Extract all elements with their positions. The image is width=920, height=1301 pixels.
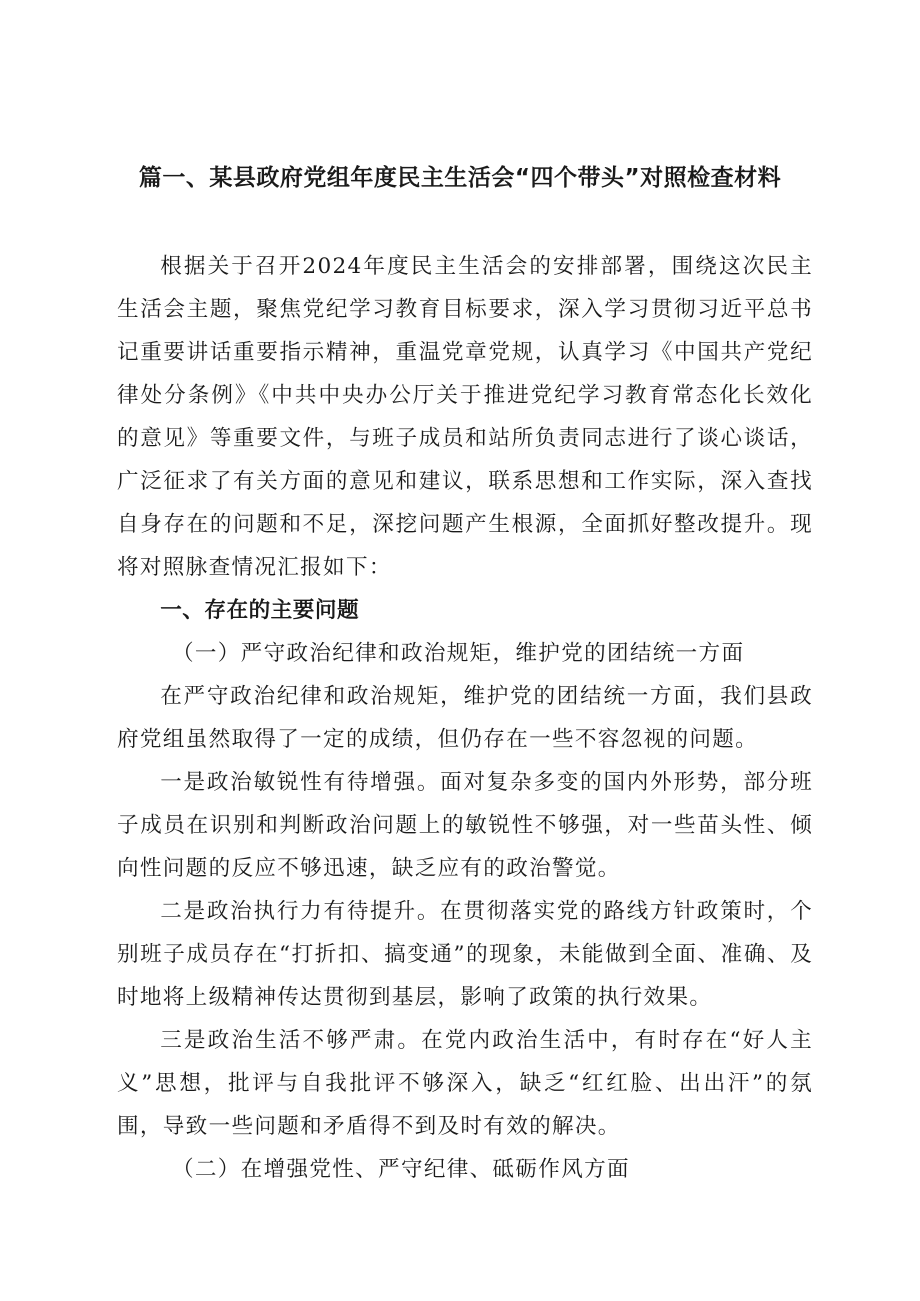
- point-two-paragraph: 二是政治执行力有待提升。在贯彻落实党的路线方针政策时，个别班子成员存在“打折扣、搞变通”的现象，未能做到全面、准确、及时地将上级精神传达贯彻到基层，影响了政策的执行效果。: [117, 899, 813, 1010]
- section-heading-problems: 一、存在的主要问题: [160, 598, 360, 623]
- document-title: 篇一、某县政府党组年度民主生活会“四个带头”对照检查材料: [138, 165, 782, 191]
- subsection-intro-paragraph: 在严守政治纪律和政治规矩，维护党的团结统一方面，我们县政府党组虽然取得了一定的成绩，但仍存在一些不容忽视的问题。: [117, 684, 813, 752]
- intro-paragraph: 根据关于召开2024年度民主生活会的安排部署，围绕这次民主生活会主题，聚焦党纪学习教育目标要求，深入学习贯彻习近平总书记重要讲话重要指示精神，重温党章党规，认真学习《中国共产党纪律处分条例》《中共中央办公厅关于推进党纪学习教育常态化长效化的意见》等重要文件，与班子成员和站所负责同志进行了谈心谈话，广泛征求了有关方面的意见和建议，联系思想和工作实际，深入查找自身存在的问题和不足，深挖问题产生根源，全面抓好整改提升。现将对照脉查情况汇报如下：: [117, 254, 813, 580]
- point-three-paragraph: 三是政治生活不够严肃。在党内政治生活中，有时存在“好人主义”思想，批评与自我批评不够深入，缺乏“红红脸、出出汗”的氛围，导致一些问题和矛盾得不到及时有效的解决。: [117, 1028, 813, 1139]
- subsection-heading-political-discipline: （一）严守政治纪律和政治规矩，维护党的团结统一方面: [172, 641, 745, 666]
- subsection-heading-party-spirit: （二）在增强党性、严守纪律、砥砺作风方面: [172, 1157, 630, 1182]
- document-body: [117, 245, 813, 1191]
- point-one-paragraph: 一是政治敏锐性有待增强。面对复杂多变的国内外形势，部分班子成员在识别和判断政治问题上的敏锐性不够强，对一些苗头性、倾向性问题的反应不够迅速，缺乏应有的政治警觉。: [117, 770, 813, 881]
